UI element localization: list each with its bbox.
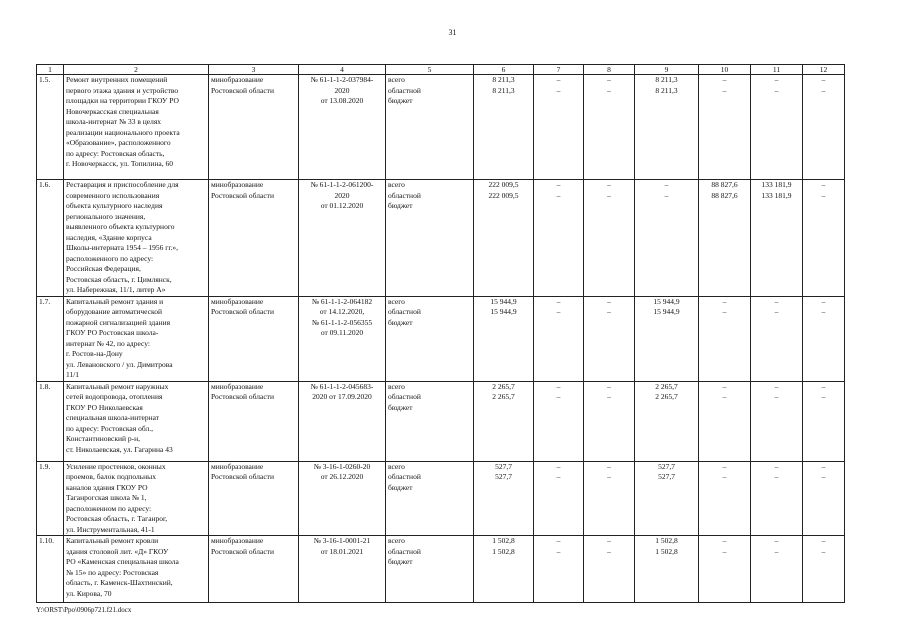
amount-value: – bbox=[556, 536, 561, 545]
object-description-line: современного использования bbox=[66, 190, 160, 200]
row-number: 1.10. bbox=[37, 536, 64, 603]
amount-value: 88 827,6 bbox=[711, 190, 738, 200]
amount-value: – bbox=[774, 536, 779, 545]
table-row bbox=[37, 296, 845, 381]
object-description-line: Школы-интерната 1954 – 1956 гг.», bbox=[66, 243, 179, 252]
amount-value: – bbox=[774, 472, 779, 481]
document-number bbox=[299, 381, 386, 461]
funding-source-line: областной bbox=[388, 392, 421, 401]
object-description bbox=[64, 180, 209, 297]
amount-value: – bbox=[821, 307, 826, 316]
document-number bbox=[299, 180, 386, 297]
amount-v6 bbox=[474, 536, 534, 603]
amount-v10 bbox=[699, 381, 751, 461]
column-number-cell: 6 bbox=[474, 65, 534, 75]
funding-source-line: областной bbox=[388, 472, 421, 481]
amount-value: – bbox=[774, 392, 779, 401]
amount-v7 bbox=[534, 75, 584, 180]
amount-value: 222 009,5 bbox=[488, 180, 519, 189]
responsible-org bbox=[209, 381, 299, 461]
amount-value: 15 944,9 bbox=[490, 307, 517, 316]
funding-source-line: всего bbox=[388, 296, 405, 306]
amount-v11 bbox=[751, 461, 803, 536]
amount-value: 8 211,3 bbox=[492, 85, 515, 95]
object-description-line: интернат № 42, по адресу: bbox=[66, 338, 150, 348]
object-description-line: «Образование», расположенного bbox=[66, 138, 171, 147]
object-description-line: пожарной сигнализацией здания bbox=[66, 317, 171, 327]
amount-value: – bbox=[607, 472, 611, 481]
object-description-line: Ростовская область, г. Цимлянск, bbox=[66, 274, 172, 284]
object-description-line: область, г. Каменск-Шахтинский, bbox=[66, 578, 173, 587]
program-table bbox=[36, 64, 845, 603]
amount-value: – bbox=[607, 296, 611, 306]
funding-source-line: бюджет bbox=[388, 482, 413, 492]
amount-value: – bbox=[821, 190, 826, 200]
amount-value: 527,7 bbox=[658, 472, 675, 481]
amount-v12 bbox=[803, 296, 845, 381]
funding-source-line: всего bbox=[388, 180, 405, 189]
amount-v11 bbox=[751, 180, 803, 297]
funding-source-line: бюджет bbox=[388, 201, 413, 210]
object-description-line: объекта культурного наследия bbox=[66, 201, 163, 210]
amount-value: 2 265,7 bbox=[492, 381, 515, 391]
amount-value: 1 502,8 bbox=[492, 536, 515, 545]
row-number: 1.9. bbox=[37, 461, 64, 536]
document-number-line: 2020 от 17.09.2020 bbox=[312, 392, 372, 401]
amount-value: – bbox=[722, 296, 727, 306]
object-description bbox=[64, 461, 209, 536]
column-number-cell: 1 bbox=[37, 65, 64, 75]
funding-source-line: областной bbox=[388, 85, 421, 95]
amount-value: – bbox=[664, 180, 669, 189]
amount-value: 15 944,9 bbox=[653, 296, 680, 306]
document-number-line: 2020 bbox=[334, 85, 350, 95]
object-description-line: Капитальный ремонт здания и bbox=[66, 296, 164, 306]
column-number-cell: 5 bbox=[386, 65, 474, 75]
object-description-line: Реставрация и приспособление для bbox=[66, 180, 179, 189]
object-description-line: выявленного объекта культурного bbox=[66, 222, 175, 231]
amount-value: – bbox=[607, 392, 611, 401]
amount-value: – bbox=[821, 461, 826, 471]
amount-value: 1 502,8 bbox=[655, 546, 678, 556]
object-description-line: регионального значения, bbox=[66, 211, 146, 221]
amount-v6 bbox=[474, 180, 534, 297]
object-description-line: по адресу: Ростовская обл., bbox=[66, 423, 153, 433]
object-description-line: здания столовой лит. «Д» ГКОУ bbox=[66, 546, 169, 556]
column-number-cell: 3 bbox=[209, 65, 299, 75]
amount-v11 bbox=[751, 75, 803, 180]
amount-value: – bbox=[774, 296, 779, 306]
amount-v8 bbox=[584, 296, 635, 381]
amount-v8 bbox=[584, 536, 635, 603]
funding-source-line: областной bbox=[388, 546, 421, 556]
amount-value: – bbox=[774, 85, 779, 95]
document-number bbox=[299, 461, 386, 536]
object-description-line: Новочеркасская специальная bbox=[66, 106, 159, 116]
amount-v6 bbox=[474, 296, 534, 381]
responsible-org-line: Ростовской области bbox=[211, 190, 274, 200]
document-number-line: № 3-16-1-0001-21 bbox=[313, 536, 371, 545]
amount-value: – bbox=[722, 546, 727, 556]
amount-v11 bbox=[751, 296, 803, 381]
responsible-org-line: минобразование bbox=[211, 296, 264, 306]
amount-value: – bbox=[556, 307, 561, 316]
column-number-cell: 9 bbox=[635, 65, 699, 75]
table-row bbox=[37, 75, 845, 180]
amount-value: – bbox=[607, 180, 611, 189]
object-description bbox=[64, 381, 209, 461]
row-number: 1.7. bbox=[37, 296, 64, 381]
amount-v10 bbox=[699, 296, 751, 381]
amount-value: – bbox=[722, 85, 727, 95]
amount-value: – bbox=[722, 75, 727, 84]
object-description-line: ГКОУ РО Николаевская bbox=[66, 402, 143, 412]
amount-value: 2 265,7 bbox=[655, 392, 678, 401]
funding-source-line: всего bbox=[388, 461, 405, 471]
amount-value: 8 211,3 bbox=[492, 75, 515, 84]
object-description-line: по адресу: Ростовская область, bbox=[66, 148, 165, 158]
amount-value: 133 181,9 bbox=[761, 190, 792, 200]
amount-value: – bbox=[821, 536, 826, 545]
object-description-line: каналов здания ГКОУ РО bbox=[66, 482, 148, 492]
amount-value: – bbox=[607, 461, 611, 471]
amount-value: – bbox=[821, 546, 826, 556]
funding-source bbox=[386, 75, 474, 180]
object-description-line: площадки на территории ГКОУ РО bbox=[66, 96, 179, 105]
amount-value: 527,7 bbox=[495, 461, 512, 471]
object-description-line: Ростовская область, г. Таганрог, bbox=[66, 514, 168, 523]
responsible-org bbox=[209, 296, 299, 381]
object-description-line: реализации национального проекта bbox=[66, 127, 180, 137]
responsible-org-line: минобразование bbox=[211, 381, 264, 391]
object-description-line: г. Ростов-на-Дону bbox=[66, 349, 123, 358]
amount-v6 bbox=[474, 75, 534, 180]
document-number-line: № 61-1-1-2-064182 bbox=[311, 296, 373, 306]
responsible-org-line: Ростовской области bbox=[211, 85, 274, 95]
amount-value: – bbox=[607, 381, 611, 391]
object-description-line: ул. Левановского / ул. Димитрова bbox=[66, 359, 173, 369]
amount-v6 bbox=[474, 461, 534, 536]
column-number-row bbox=[37, 65, 845, 75]
amount-v12 bbox=[803, 75, 845, 180]
document-number-line: № 61-1-1-2-037984- bbox=[310, 75, 374, 84]
amount-value: – bbox=[556, 392, 561, 401]
object-description-line: Капитальный ремонт наружных bbox=[66, 381, 169, 391]
amount-v9 bbox=[635, 381, 699, 461]
document-number bbox=[299, 296, 386, 381]
funding-source bbox=[386, 536, 474, 603]
object-description-line: сетей водопровода, отопления bbox=[66, 392, 163, 401]
amount-v8 bbox=[584, 381, 635, 461]
object-description-line: ст. Николаевская, ул. Гагарина 43 bbox=[66, 444, 173, 454]
amount-v9 bbox=[635, 180, 699, 297]
amount-value: – bbox=[607, 536, 611, 545]
amount-value: – bbox=[722, 307, 727, 316]
document-number bbox=[299, 75, 386, 180]
responsible-org-line: Ростовской области bbox=[211, 546, 274, 556]
amount-v12 bbox=[803, 381, 845, 461]
amount-value: – bbox=[774, 307, 779, 316]
amount-v7 bbox=[534, 296, 584, 381]
amount-v10 bbox=[699, 180, 751, 297]
amount-value: – bbox=[722, 381, 727, 391]
amount-value: – bbox=[556, 296, 561, 306]
amount-v7 bbox=[534, 536, 584, 603]
responsible-org-line: минобразование bbox=[211, 180, 264, 189]
funding-source-line: всего bbox=[388, 381, 405, 391]
amount-value: 15 944,9 bbox=[653, 307, 680, 316]
amount-value: 527,7 bbox=[495, 472, 512, 481]
funding-source-line: бюджет bbox=[388, 557, 413, 566]
amount-value: – bbox=[774, 381, 779, 391]
funding-source-line: бюджет bbox=[388, 96, 413, 105]
responsible-org bbox=[209, 180, 299, 297]
column-number-cell: 11 bbox=[751, 65, 803, 75]
amount-value: – bbox=[556, 190, 561, 200]
amount-v10 bbox=[699, 461, 751, 536]
amount-value: – bbox=[722, 392, 727, 401]
responsible-org-line: Ростовской области bbox=[211, 472, 274, 481]
table-row bbox=[37, 180, 845, 297]
amount-v9 bbox=[635, 461, 699, 536]
column-number-cell: 12 bbox=[803, 65, 845, 75]
object-description-line: проемов, балок подпольных bbox=[66, 472, 156, 481]
amount-value: – bbox=[821, 472, 826, 481]
amount-value: – bbox=[607, 307, 611, 316]
responsible-org-line: Ростовской области bbox=[211, 392, 274, 401]
object-description-line: Усиление простенков, оконных bbox=[66, 461, 166, 471]
document-number-line: от 09.11.2020 bbox=[320, 328, 364, 337]
amount-value: – bbox=[821, 381, 826, 391]
document-number-line: от 14.12.2020, bbox=[319, 307, 365, 316]
document-number-line: от 13.08.2020 bbox=[320, 96, 364, 105]
amount-value: – bbox=[821, 75, 826, 84]
amount-value: 15 944,9 bbox=[490, 296, 517, 306]
amount-value: – bbox=[556, 546, 561, 556]
amount-value: 527,7 bbox=[658, 461, 675, 471]
column-number-cell: 7 bbox=[534, 65, 584, 75]
amount-value: – bbox=[821, 85, 826, 95]
amount-value: – bbox=[556, 381, 561, 391]
object-description-line: расположенном по адресу: bbox=[66, 503, 152, 513]
amount-value: – bbox=[821, 180, 826, 189]
object-description-line: оборудование автоматической bbox=[66, 307, 163, 316]
column-number-cell: 4 bbox=[299, 65, 386, 75]
document-number-line: № 61-1-1-2-056355 bbox=[311, 317, 373, 327]
object-description bbox=[64, 536, 209, 603]
column-number-cell: 10 bbox=[699, 65, 751, 75]
amount-value: – bbox=[774, 461, 779, 471]
page-number: 31 bbox=[448, 28, 457, 37]
amount-value: 2 265,7 bbox=[492, 392, 515, 401]
object-description bbox=[64, 75, 209, 180]
object-description-line: расположенного по адресу: bbox=[66, 253, 154, 263]
document-number-line: № 61-1-1-2-061200- bbox=[310, 180, 374, 189]
amount-value: – bbox=[607, 85, 611, 95]
funding-source-line: областной bbox=[388, 190, 421, 200]
funding-source bbox=[386, 180, 474, 297]
amount-value: 222 009,5 bbox=[488, 190, 519, 200]
document-number-line: 2020 bbox=[334, 190, 350, 200]
amount-value: – bbox=[821, 296, 826, 306]
object-description-line: наследия, «Здание корпуса bbox=[66, 232, 152, 242]
amount-v12 bbox=[803, 461, 845, 536]
document-number-line: от 01.12.2020 bbox=[320, 201, 364, 210]
funding-source bbox=[386, 381, 474, 461]
amount-value: – bbox=[722, 461, 727, 471]
amount-v11 bbox=[751, 381, 803, 461]
amount-v6 bbox=[474, 381, 534, 461]
amount-v10 bbox=[699, 536, 751, 603]
amount-value: – bbox=[556, 180, 561, 189]
object-description-line: Таганрогская школа № 1, bbox=[66, 493, 147, 502]
object-description-line: ул. Кирова, 70 bbox=[66, 588, 112, 598]
funding-source-line: всего bbox=[388, 75, 405, 84]
responsible-org-line: минобразование bbox=[211, 536, 264, 545]
object-description-line: г. Новочеркасск, ул. Топилина, 60 bbox=[66, 159, 174, 168]
amount-v11 bbox=[751, 536, 803, 603]
object-description-line: 11/1 bbox=[66, 370, 80, 379]
document-number-line: № 3-16-1-0260-20 bbox=[313, 461, 371, 471]
amount-value: – bbox=[722, 536, 727, 545]
row-number: 1.6. bbox=[37, 180, 64, 297]
amount-v12 bbox=[803, 180, 845, 297]
object-description-line: Капитальный ремонт кровли bbox=[66, 536, 159, 545]
table-row bbox=[37, 461, 845, 536]
amount-v7 bbox=[534, 180, 584, 297]
amount-v7 bbox=[534, 461, 584, 536]
amount-value: 2 265,7 bbox=[655, 381, 678, 391]
object-description-line: ул. Набережная, 11/1, литер А» bbox=[66, 285, 166, 294]
funding-source-line: всего bbox=[388, 536, 405, 545]
responsible-org-line: минобразование bbox=[211, 75, 264, 84]
amount-v12 bbox=[803, 536, 845, 603]
amount-value: – bbox=[664, 190, 669, 200]
object-description-line: Ремонт внутренних помещений bbox=[66, 75, 168, 84]
amount-value: – bbox=[556, 85, 561, 95]
object-description-line: Константиновский р-н, bbox=[66, 434, 140, 443]
amount-value: 8 211,3 bbox=[655, 75, 678, 84]
funding-source-line: областной bbox=[388, 307, 421, 316]
amount-v8 bbox=[584, 180, 635, 297]
funding-source bbox=[386, 461, 474, 536]
amount-value: – bbox=[556, 472, 561, 481]
amount-value: – bbox=[556, 461, 561, 471]
row-number: 1.8. bbox=[37, 381, 64, 461]
object-description-line: Российская Федерация, bbox=[66, 264, 141, 273]
column-number-cell: 8 bbox=[584, 65, 635, 75]
object-description-line: ул. Инструментальная, 41-1 bbox=[66, 524, 155, 534]
funding-source-line: бюджет bbox=[388, 402, 413, 412]
column-number-cell: 2 bbox=[64, 65, 209, 75]
object-description-line: школа-интернат № 33 в целях bbox=[66, 117, 162, 126]
amount-value: 8 211,3 bbox=[655, 85, 678, 95]
amount-value: 133 181,9 bbox=[761, 180, 792, 189]
responsible-org-line: минобразование bbox=[211, 461, 264, 471]
responsible-org bbox=[209, 536, 299, 603]
document-number-line: от 26.12.2020 bbox=[320, 472, 364, 481]
amount-v10 bbox=[699, 75, 751, 180]
amount-value: 88 827,6 bbox=[711, 180, 738, 189]
amount-value: – bbox=[556, 75, 561, 84]
amount-value: – bbox=[821, 392, 826, 401]
amount-v9 bbox=[635, 296, 699, 381]
object-description-line: № 15» по адресу: Ростовская bbox=[66, 567, 159, 577]
table-row bbox=[37, 536, 845, 603]
responsible-org-line: Ростовской области bbox=[211, 307, 274, 316]
object-description-line: первого этажа здания и устройство bbox=[66, 85, 179, 95]
document-number bbox=[299, 536, 386, 603]
responsible-org bbox=[209, 461, 299, 536]
document-number-line: № 61-1-1-2-045683- bbox=[310, 381, 374, 391]
amount-value: – bbox=[774, 75, 779, 84]
amount-v7 bbox=[534, 381, 584, 461]
row-number: 1.5. bbox=[37, 75, 64, 180]
amount-value: 1 502,8 bbox=[492, 546, 515, 556]
table-row bbox=[37, 381, 845, 461]
amount-v9 bbox=[635, 75, 699, 180]
funding-source bbox=[386, 296, 474, 381]
document-number-line: от 18.01.2021 bbox=[320, 546, 364, 556]
amount-value: 1 502,8 bbox=[655, 536, 678, 545]
amount-value: – bbox=[607, 546, 611, 556]
file-path-footer: Y:\ORST\Ppo\0906p721.f21.docx bbox=[36, 606, 132, 614]
object-description-line: РО «Каменская специальная школа bbox=[66, 557, 179, 566]
object-description-line: специальная школа-интернат bbox=[66, 413, 159, 422]
amount-v8 bbox=[584, 75, 635, 180]
amount-v9 bbox=[635, 536, 699, 603]
object-description-line: ГКОУ РО Ростовская школа- bbox=[66, 328, 159, 337]
amount-value: – bbox=[607, 75, 611, 84]
amount-v8 bbox=[584, 461, 635, 536]
amount-value: – bbox=[722, 472, 727, 481]
amount-value: – bbox=[774, 546, 779, 556]
responsible-org bbox=[209, 75, 299, 180]
object-description bbox=[64, 296, 209, 381]
amount-value: – bbox=[607, 190, 611, 200]
funding-source-line: бюджет bbox=[388, 317, 413, 327]
